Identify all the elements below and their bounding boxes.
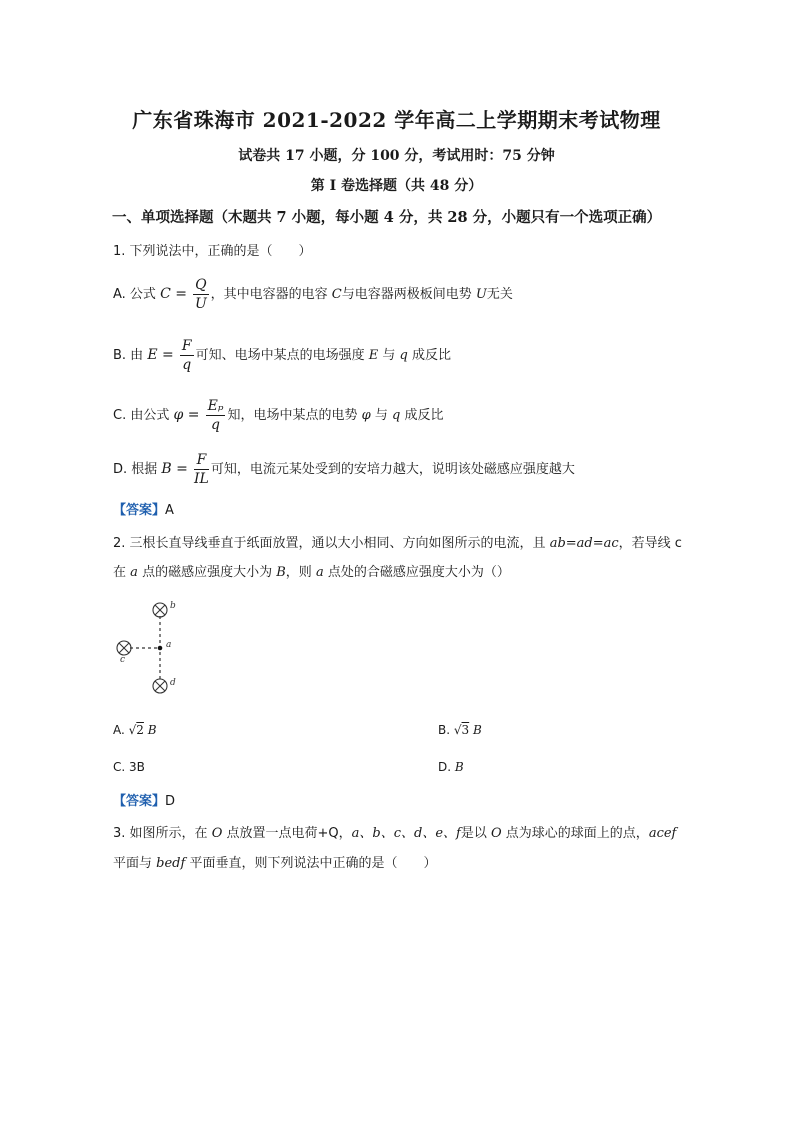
q2-option-a [113, 723, 157, 737]
section-heading: 第 I 卷选择题（共 48 分） [310, 178, 483, 194]
q1-b-text3: 成反比 [412, 348, 452, 363]
q2-stem-1a: 2. 三根长直导线垂直于纸面放置，通以大小相同、方向如图所示的电流，且 [113, 536, 546, 551]
q2-stem-1eq: ab=ad=ac [549, 536, 619, 551]
q3-2b: 平面垂直，则下列说法中正确的是（ ） [189, 856, 437, 871]
q1-option-c [113, 397, 443, 434]
q3-1vars: a、b、c、d、e、f [351, 826, 461, 841]
q3-stem-line1 [113, 822, 676, 841]
sqrt-icon: √ [128, 723, 137, 737]
q1-b-text2: 与 [382, 348, 396, 363]
q2-answer-tag: 【答案】 [113, 794, 166, 809]
q2-d-unit: B [454, 760, 464, 774]
q1-stem: 1. 下列说法中，正确的是（ ） [113, 244, 312, 259]
q1-b-prefix: B. 由 [113, 348, 144, 363]
q3-2a: 平面与 [113, 856, 153, 871]
q2-stem-2v2: B [276, 565, 286, 580]
q3-1a: 3. 如图所示，在 [113, 826, 208, 841]
q2-stem-2v1: a [130, 565, 138, 580]
q2-option-c: C. 3B [113, 760, 145, 774]
q3-stem-line2 [113, 852, 436, 871]
q1-a-var1: C [331, 287, 342, 302]
point-a-dot [158, 646, 163, 651]
q3-1v3: acef [648, 826, 677, 841]
wire-c-icon [117, 641, 131, 655]
q1-answer-tag: 【答案】 [113, 503, 166, 518]
q2-stem-line2 [113, 561, 510, 580]
q1-d-prefix: D. 根据 [113, 462, 158, 477]
q1-b-text: 可知、电场中某点的电场强度 [195, 348, 365, 363]
q2-option-d [438, 760, 464, 774]
q3-1v1: O [211, 826, 223, 841]
q1-c-prefix: C. 由公式 [113, 408, 170, 423]
q1-answer-value: A [165, 503, 174, 518]
label-a: a [166, 640, 172, 650]
q1-c-lhs: φ = [173, 407, 200, 423]
q1-c-text2: 与 [374, 408, 388, 423]
q1-d-lhs: B = [161, 461, 188, 477]
q1-a-var2: U [475, 287, 487, 302]
q3-1c: 是以 [460, 826, 487, 841]
q1-b-fraction [180, 337, 194, 374]
q2-d-label: D. [438, 760, 452, 774]
q2-b-unit: B [473, 723, 482, 737]
q1-option-a [113, 276, 513, 313]
q1-answer [113, 499, 174, 518]
wire-diagram [110, 596, 200, 706]
q1-d-text: 可知，电流元某处受到的安培力越大，说明该处磁感应强度越大 [210, 462, 575, 477]
q2-stem-2d: 点处的合磁感应强度大小为（） [327, 565, 510, 580]
q1-a-lhs: C = [160, 286, 187, 302]
q1-a-prefix: A. 公式 [113, 287, 156, 302]
q3-1v2: O [490, 826, 502, 841]
q3-1d: 点为球心的球面上的点， [505, 826, 649, 841]
q1-b-var2: q [399, 348, 408, 363]
q1-d-num: F [194, 451, 209, 470]
q1-c-text3: 成反比 [404, 408, 444, 423]
sqrt-icon: √ [453, 723, 462, 737]
q2-stem-2v3: a [315, 565, 324, 580]
q1-a-text: ，其中电容器的电容 [210, 287, 328, 302]
q1-c-var1: φ [361, 408, 371, 423]
q3-1b: 点放置一点电荷+Q， [226, 826, 352, 841]
q2-a-radicand: 2 [136, 723, 144, 737]
q1-d-fraction [194, 451, 209, 488]
q1-a-text2: 与电容器两极板间电势 [341, 287, 472, 302]
label-d: d [170, 678, 176, 688]
q2-stem-1b: ，若导线 c [618, 536, 682, 551]
part-heading: 一、单项选择题（木题共 7 小题，每小题 4 分，共 28 分，小题只有一个选项正确） [112, 209, 662, 226]
q2-answer [113, 790, 175, 809]
q2-stem-2a: 在 [113, 565, 127, 580]
q1-option-d [113, 451, 575, 488]
q1-c-fraction [206, 397, 226, 434]
q2-option-b [438, 723, 482, 737]
q2-stem-2b: 点的磁感应强度大小为 [142, 565, 273, 580]
q1-c-den: q [211, 417, 220, 433]
q1-a-fraction [193, 276, 208, 313]
q2-stem-line1 [113, 532, 682, 551]
wire-b-icon [153, 603, 167, 617]
q1-c-text: 知，电场中某点的电势 [227, 408, 358, 423]
label-c: c [120, 655, 126, 665]
q2-b-radicand: 3 [461, 723, 470, 737]
q1-b-den: q [182, 357, 192, 373]
q2-a-unit: B [147, 723, 157, 737]
q1-d-den: IL [194, 471, 209, 487]
exam-subtitle: 试卷共 17 小题，分 100 分，考试用时：75 分钟 [238, 148, 555, 164]
exam-title: 广东省珠海市 2021-2022 学年高二上学期期末考试物理 [132, 108, 661, 132]
q1-c-var2: q [392, 408, 401, 423]
q1-a-den: U [194, 296, 207, 312]
wire-d-icon [153, 679, 167, 693]
q1-c-num: Eₚ [207, 398, 224, 414]
q1-b-lhs: E = [147, 347, 174, 363]
q3-2v1: bedf [156, 856, 186, 871]
label-b: b [170, 601, 176, 611]
q1-a-text3: 无关 [486, 287, 513, 302]
q1-b-var1: E [368, 348, 379, 363]
q2-a-label: A. [113, 723, 125, 737]
q1-a-num: Q [195, 277, 207, 293]
q2-answer-value: D [165, 794, 176, 809]
q1-b-num: F [181, 338, 192, 354]
q2-b-label: B. [438, 723, 451, 737]
q1-option-b [113, 337, 451, 374]
q2-stem-2c: ，则 [285, 565, 312, 580]
